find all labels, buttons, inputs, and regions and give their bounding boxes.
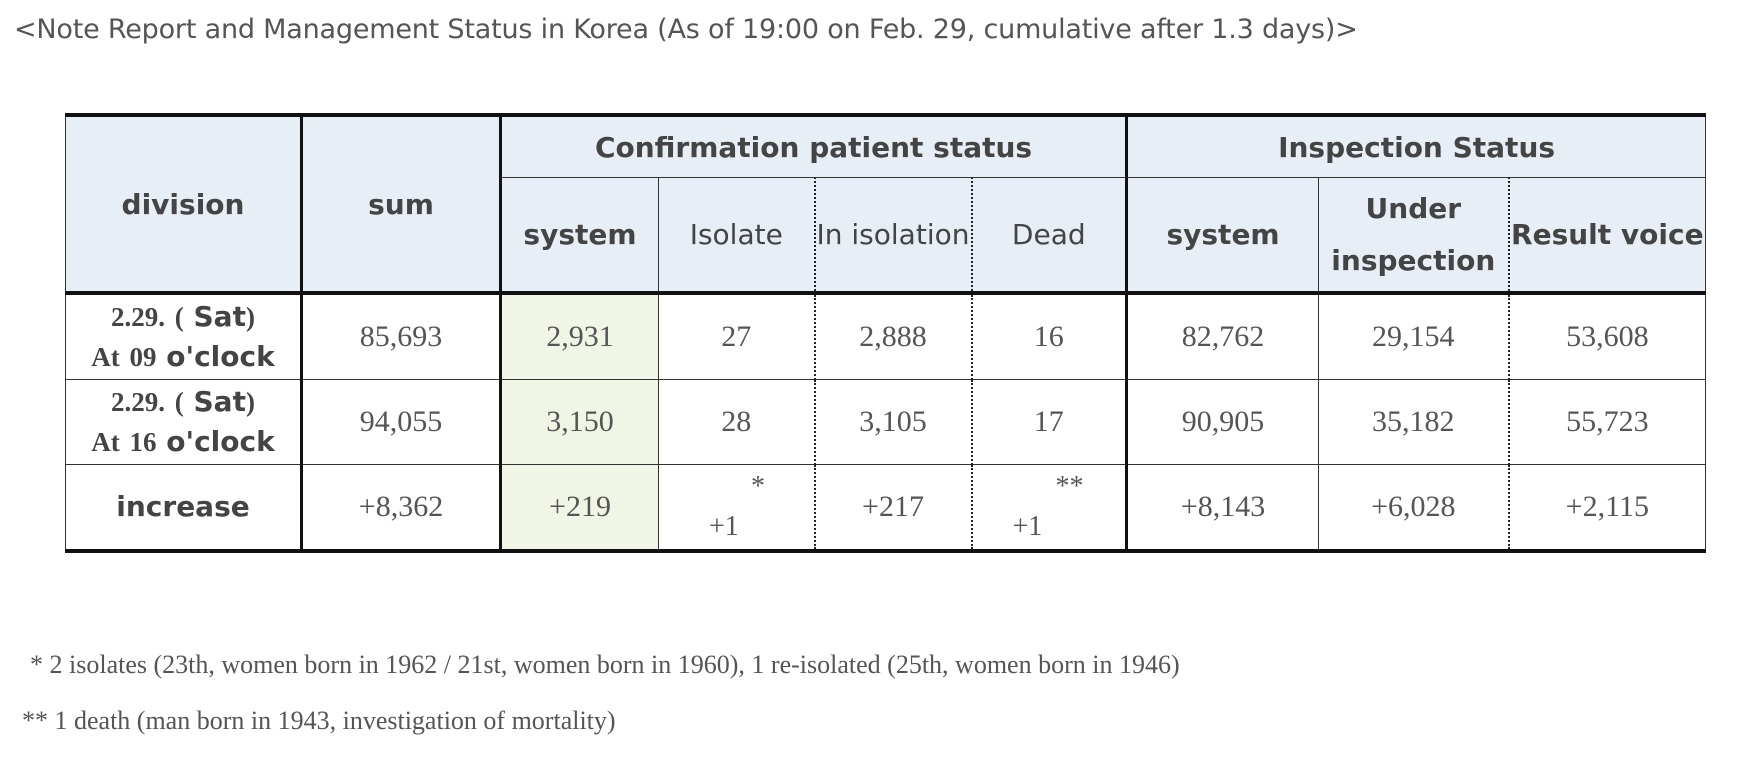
row-hour: 16 — [129, 427, 157, 457]
header-inspection-group: Inspection Status — [1127, 115, 1706, 178]
cell-sum: 94,055 — [302, 380, 501, 465]
row-division-cell — [66, 293, 302, 380]
header-in-isolation: In isolation — [815, 178, 972, 294]
cell-in-isolation: 2,888 — [815, 293, 972, 380]
row-division-cell — [66, 380, 302, 465]
row-hour: 09 — [129, 342, 157, 372]
cell-isolate: 27 — [659, 293, 815, 380]
increase-conf-system: +219 — [501, 465, 659, 552]
cell-in-isolation: 3,105 — [815, 380, 972, 465]
footnote-death: ** 1 death (man born in 1943, investigation of mortality) — [22, 706, 616, 735]
increase-under-inspection: +6,028 — [1319, 465, 1509, 552]
row-close-paren: ) — [245, 387, 255, 417]
row-close-paren: ) — [245, 302, 255, 332]
page-title: <Note Report and Management Status in Korea (As of 19:00 on Feb. 29, cumulative after 1.3 days)> — [14, 14, 1358, 45]
row-at: At — [91, 427, 120, 457]
header-confirmation-group: Confirmation patient status — [501, 115, 1127, 178]
footnote-isolates: * 2 isolates (23th, women born in 1962 / 21st, women born in 1960), 1 re-isolated (25th, women born in 1946) — [30, 650, 1180, 679]
increase-row — [66, 465, 1706, 552]
cell-insp-system: 90,905 — [1127, 380, 1319, 465]
header-insp-system: system — [1127, 178, 1319, 294]
cell-under-inspection: 29,154 — [1319, 293, 1509, 380]
row-at: At — [91, 342, 120, 372]
increase-result-voice: +2,115 — [1509, 465, 1706, 552]
increase-isolate: +1 — [709, 511, 739, 542]
header-under-inspection-line2: inspection — [1331, 243, 1496, 277]
status-table — [65, 113, 1706, 553]
row-day: Sat — [193, 385, 246, 418]
cell-dead: 16 — [972, 293, 1127, 380]
cell-under-inspection: 35,182 — [1319, 380, 1509, 465]
cell-result-voice: 55,723 — [1509, 380, 1706, 465]
cell-conf-system: 2,931 — [501, 293, 659, 380]
increase-sum: +8,362 — [302, 465, 501, 552]
cell-conf-system: 3,150 — [501, 380, 659, 465]
header-dead: Dead — [972, 178, 1127, 294]
header-row-top — [66, 115, 1706, 178]
dead-footnote-mark: ** — [1055, 471, 1084, 502]
row-oclock: o'clock — [166, 425, 275, 458]
isolate-footnote-mark: * — [751, 471, 765, 502]
header-conf-system: system — [501, 178, 659, 294]
table-row — [66, 380, 1706, 465]
increase-dead-cell — [972, 465, 1127, 552]
row-oclock: o'clock — [166, 340, 275, 373]
increase-insp-system: +8,143 — [1127, 465, 1319, 552]
header-result-voice: Result voice — [1509, 178, 1706, 294]
header-sum: sum — [302, 115, 501, 293]
increase-in-isolation: +217 — [815, 465, 972, 552]
header-division: division — [66, 115, 302, 293]
cell-result-voice: 53,608 — [1509, 293, 1706, 380]
row-open-paren: ( — [174, 302, 184, 332]
increase-dead: +1 — [1012, 511, 1043, 542]
row-day: Sat — [193, 300, 246, 333]
cell-sum: 85,693 — [302, 293, 501, 380]
increase-isolate-cell — [659, 465, 815, 552]
table-row — [66, 293, 1706, 380]
cell-insp-system: 82,762 — [1127, 293, 1319, 380]
increase-label: increase — [66, 465, 302, 552]
header-isolate: Isolate — [659, 178, 815, 294]
row-date: 2.29. — [111, 302, 166, 332]
row-date: 2.29. — [111, 387, 166, 417]
header-under-inspection-line1: Under — [1365, 191, 1462, 225]
row-open-paren: ( — [174, 387, 184, 417]
cell-isolate: 28 — [659, 380, 815, 465]
header-under-inspection — [1319, 178, 1509, 294]
cell-dead: 17 — [972, 380, 1127, 465]
